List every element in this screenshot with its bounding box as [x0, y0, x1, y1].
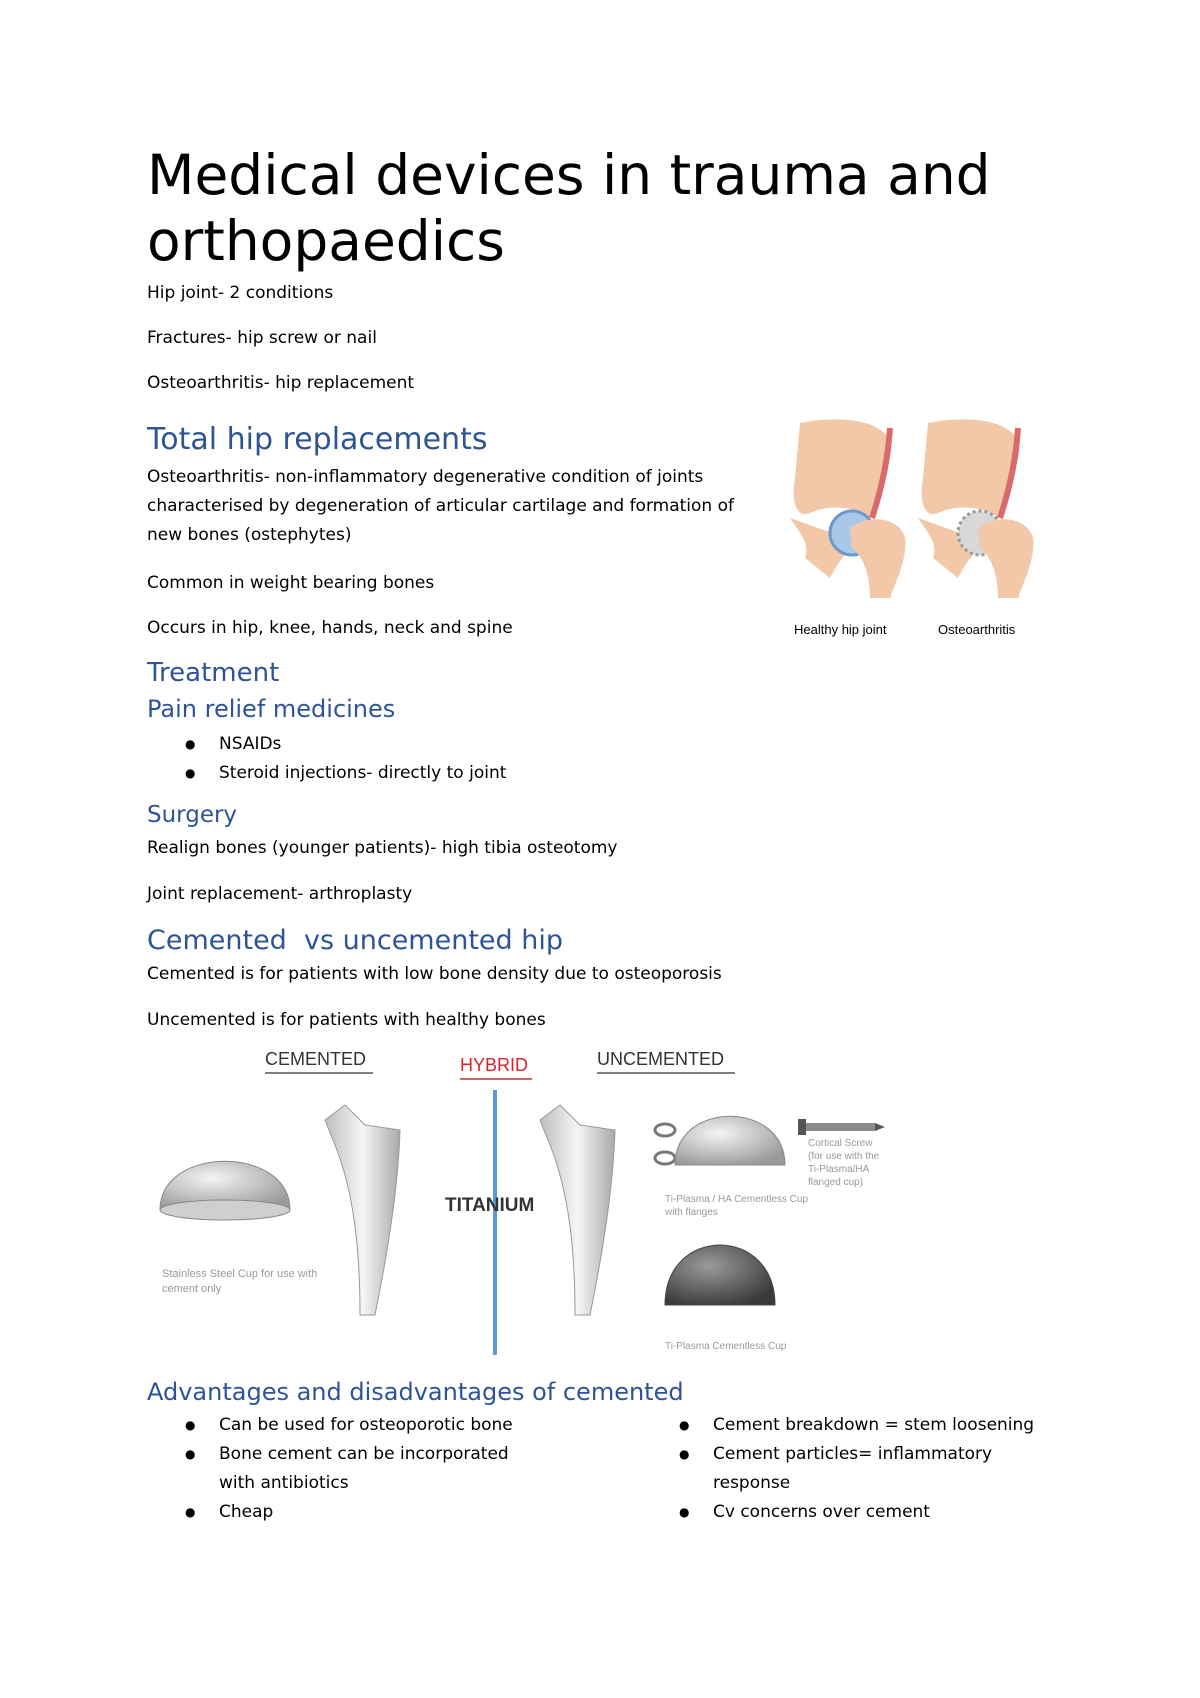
caption-line: Ti-Plasma/HA — [808, 1164, 870, 1175]
steel-cup-caption — [162, 1267, 317, 1297]
titanium-label: TITANIUM — [445, 1195, 535, 1216]
paragraph-line: Cemented is for patients with low bone density due to osteoporosis — [147, 964, 722, 984]
bullet-item: ● NSAIDs — [219, 730, 281, 759]
subheading-pain-relief: Pain relief medicines — [147, 695, 396, 723]
screw-caption — [808, 1137, 879, 1189]
paragraph-line: Osteoarthritis- non-inflammatory degenerative condition of joints — [147, 467, 704, 487]
section-heading-treatment: Treatment — [147, 658, 280, 688]
advantage-item: ● Cheap — [219, 1498, 273, 1527]
caption-line: Cortical Screw — [808, 1138, 873, 1149]
implant-figure — [150, 1045, 910, 1365]
paragraph-line: characterised by degeneration of articular cartilage and formation of — [147, 496, 734, 516]
paragraph-line: new bones (ostephytes) — [147, 525, 352, 545]
osteoarthritis-caption: Osteoarthritis — [938, 622, 1016, 637]
caption-line: (for use with the — [808, 1151, 880, 1162]
advantage-item-continuation: with antibiotics — [219, 1473, 349, 1493]
caption-line: Stainless Steel Cup for use with — [162, 1268, 318, 1280]
intro-line: Hip joint- 2 conditions — [147, 283, 334, 303]
page-title: Medical devices in trauma and orthopaedics — [147, 143, 991, 273]
hip-joint-illustration — [790, 418, 1050, 638]
disadvantage-item-continuation: response — [713, 1473, 791, 1493]
paragraph-line: Realign bones (younger patients)- high tibia osteotomy — [147, 838, 618, 858]
osteoarthritis-hip-drawing — [918, 419, 1033, 598]
paragraph-line: Common in weight bearing bones — [147, 573, 435, 593]
cemented-label: CEMENTED — [265, 1049, 367, 1069]
bullet-item: ● Steroid injections- directly to joint — [219, 759, 506, 788]
section-heading-cemented: Cemented vs uncemented hip — [147, 925, 563, 956]
caption-line: flanged cup) — [808, 1177, 864, 1188]
section-heading-total-hip: Total hip replacements — [147, 422, 488, 457]
hybrid-label: HYBRID — [460, 1055, 529, 1075]
flanged-cup-caption — [665, 1193, 808, 1219]
intro-line: Osteoarthritis- hip replacement — [147, 373, 415, 393]
caption-line: Ti-Plasma / HA Cementless Cup — [665, 1194, 809, 1205]
healthy-hip-drawing — [790, 419, 905, 598]
advantage-item: ● Can be used for osteoporotic bone — [219, 1411, 513, 1440]
paragraph-line: Joint replacement- arthroplasty — [147, 884, 413, 904]
intro-line: Fractures- hip screw or nail — [147, 328, 377, 348]
cementless-cup-caption: Ti-Plasma Cementless Cup — [665, 1341, 787, 1352]
paragraph-line: Uncemented is for patients with healthy bones — [147, 1010, 546, 1030]
advantage-item: ● Bone cement can be incorporated — [219, 1440, 509, 1469]
subheading-surgery: Surgery — [147, 802, 238, 828]
uncemented-label: UNCEMENTED — [597, 1049, 725, 1069]
disadvantage-item: ● Cv concerns over cement — [713, 1498, 930, 1527]
hip-joint-figure — [790, 418, 1050, 638]
disadvantage-item: ● Cement breakdown = stem loosening — [713, 1411, 1034, 1440]
section-heading-advantages: Advantages and disadvantages of cemented — [147, 1378, 684, 1406]
caption-line: with flanges — [665, 1207, 718, 1218]
healthy-hip-caption: Healthy hip joint — [794, 622, 887, 637]
caption-line: cement only — [162, 1283, 222, 1295]
disadvantage-item: ● Cement particles= inflammatory — [713, 1440, 992, 1469]
paragraph-line: Occurs in hip, knee, hands, neck and spine — [147, 618, 513, 638]
